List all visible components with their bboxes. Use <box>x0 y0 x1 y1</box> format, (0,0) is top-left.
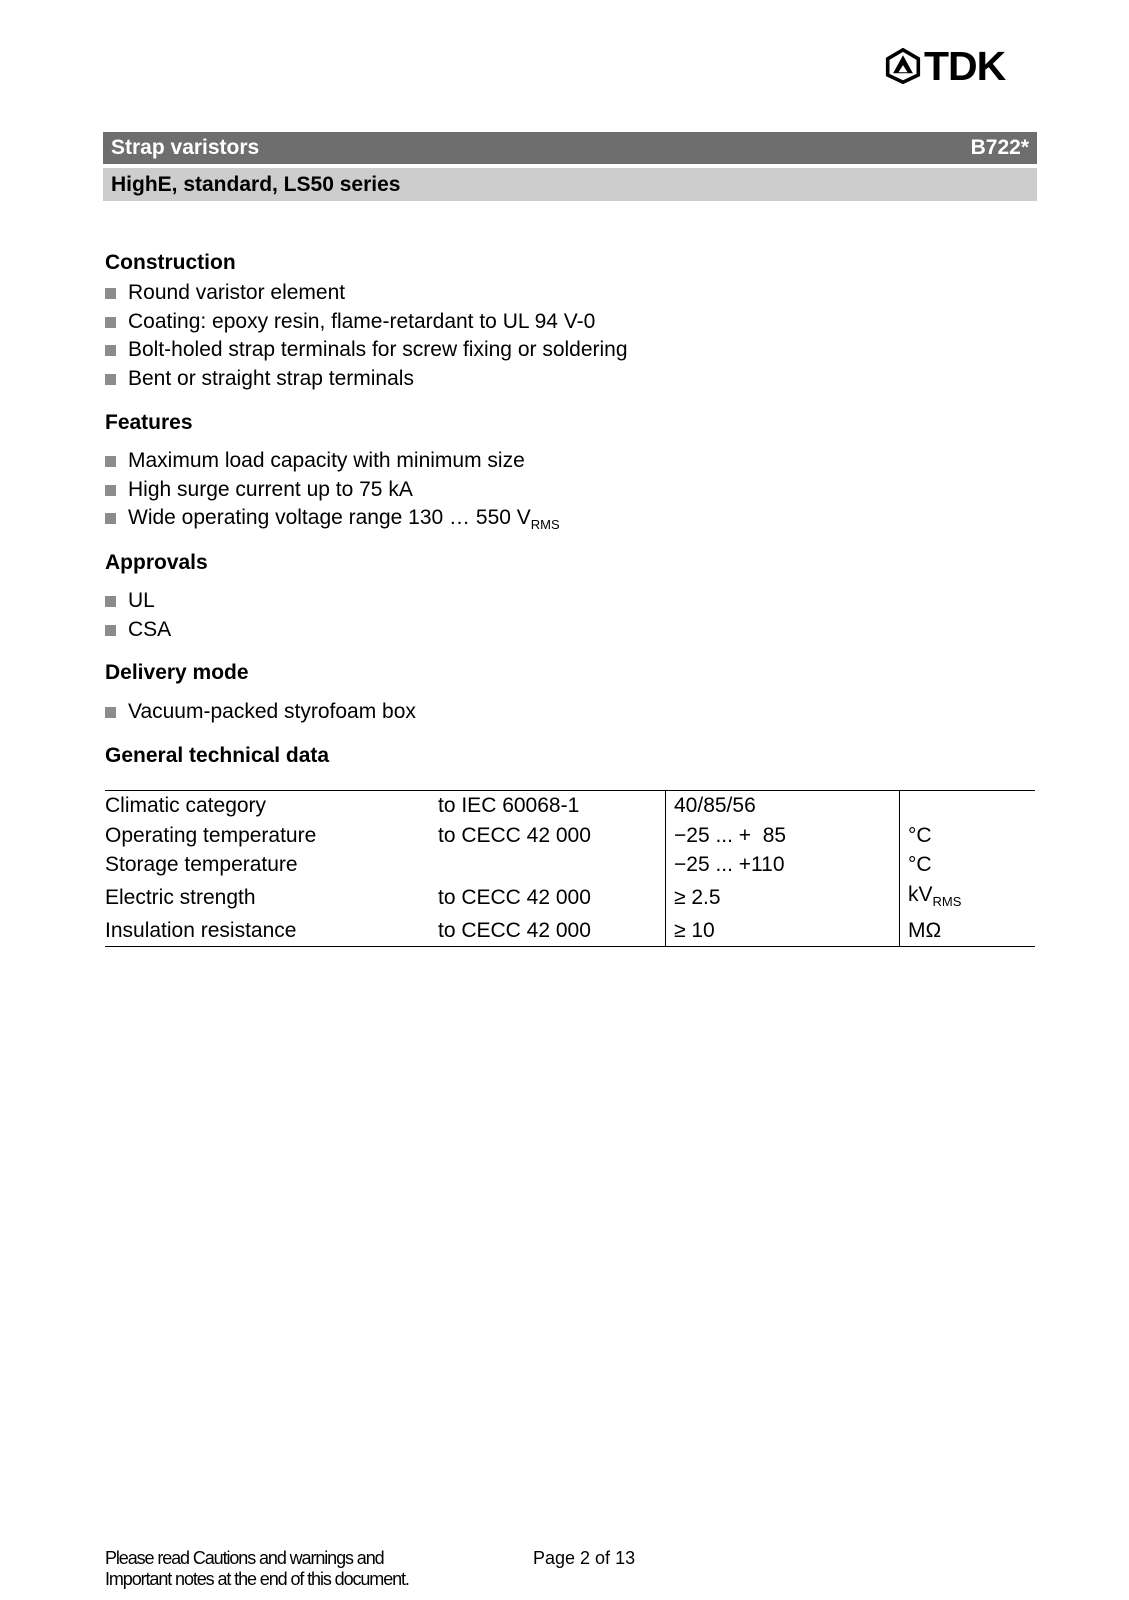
bullet-square-icon <box>105 456 116 467</box>
table-row: Climatic category to IEC 60068-1 40/85/56 <box>105 791 1035 821</box>
bullet-square-icon <box>105 513 116 524</box>
table-row: Electric strength to CECC 42 000 ≥ 2.5 $kV_{RMS}$ <box>105 880 1035 917</box>
construction-list <box>105 279 628 393</box>
features-heading: Features <box>105 411 193 434</box>
series-title: HighE, standard, LS50 series <box>111 172 401 196</box>
technical-data-table <box>105 790 1035 947</box>
list-item: High surge current up to 75 kA <box>105 476 560 505</box>
list-item: Wide operating voltage range 130 … 550 $V_{RMS}$ <box>105 504 560 533</box>
list-item: Round varistor element <box>105 279 628 308</box>
footer-note: Please read Cautions and warnings and Important notes at the end of this document. <box>105 1548 409 1589</box>
delivery-heading: Delivery mode <box>105 661 249 684</box>
approvals-heading: Approvals <box>105 551 208 574</box>
bullet-square-icon <box>105 374 116 385</box>
list-item: CSA <box>105 616 171 645</box>
tdk-logo <box>884 43 1036 89</box>
technical-heading: General technical data <box>105 744 330 767</box>
list-item: Bent or straight strap terminals <box>105 365 628 394</box>
series-bar <box>103 168 1037 201</box>
bullet-square-icon <box>105 345 116 356</box>
page-number: Page 2 of 13 <box>533 1548 636 1568</box>
bullet-square-icon <box>105 625 116 636</box>
bullet-square-icon <box>105 707 116 718</box>
bullet-square-icon <box>105 596 116 607</box>
part-code: B722* <box>970 136 1029 159</box>
list-item: Vacuum-packed styrofoam box <box>105 698 416 727</box>
construction-heading: Construction <box>105 251 236 274</box>
voltage-subscript: RMS <box>530 517 560 532</box>
bullet-square-icon <box>105 317 116 328</box>
list-item: Coating: epoxy resin, flame-retardant to UL 94 V-0 <box>105 308 628 337</box>
product-family-title: Strap varistors <box>111 136 260 159</box>
logo-text: TDK <box>924 43 1006 89</box>
delivery-list <box>105 698 416 727</box>
bullet-square-icon <box>105 485 116 496</box>
product-family-bar <box>103 132 1037 164</box>
features-list <box>105 447 560 533</box>
table-row: Insulation resistance to CECC 42 000 ≥ 10 MΩ <box>105 916 1035 946</box>
approvals-list <box>105 587 171 644</box>
list-item: Bolt-holed strap terminals for screw fixing or soldering <box>105 336 628 365</box>
tdk-emblem-icon <box>884 48 922 84</box>
table-row: Storage temperature −25 ... +110 °C <box>105 850 1035 880</box>
list-item: Maximum load capacity with minimum size <box>105 447 560 476</box>
list-item: UL <box>105 587 171 616</box>
table-row: Operating temperature to CECC 42 000 −25 ... + 85 °C <box>105 821 1035 851</box>
bullet-square-icon <box>105 288 116 299</box>
